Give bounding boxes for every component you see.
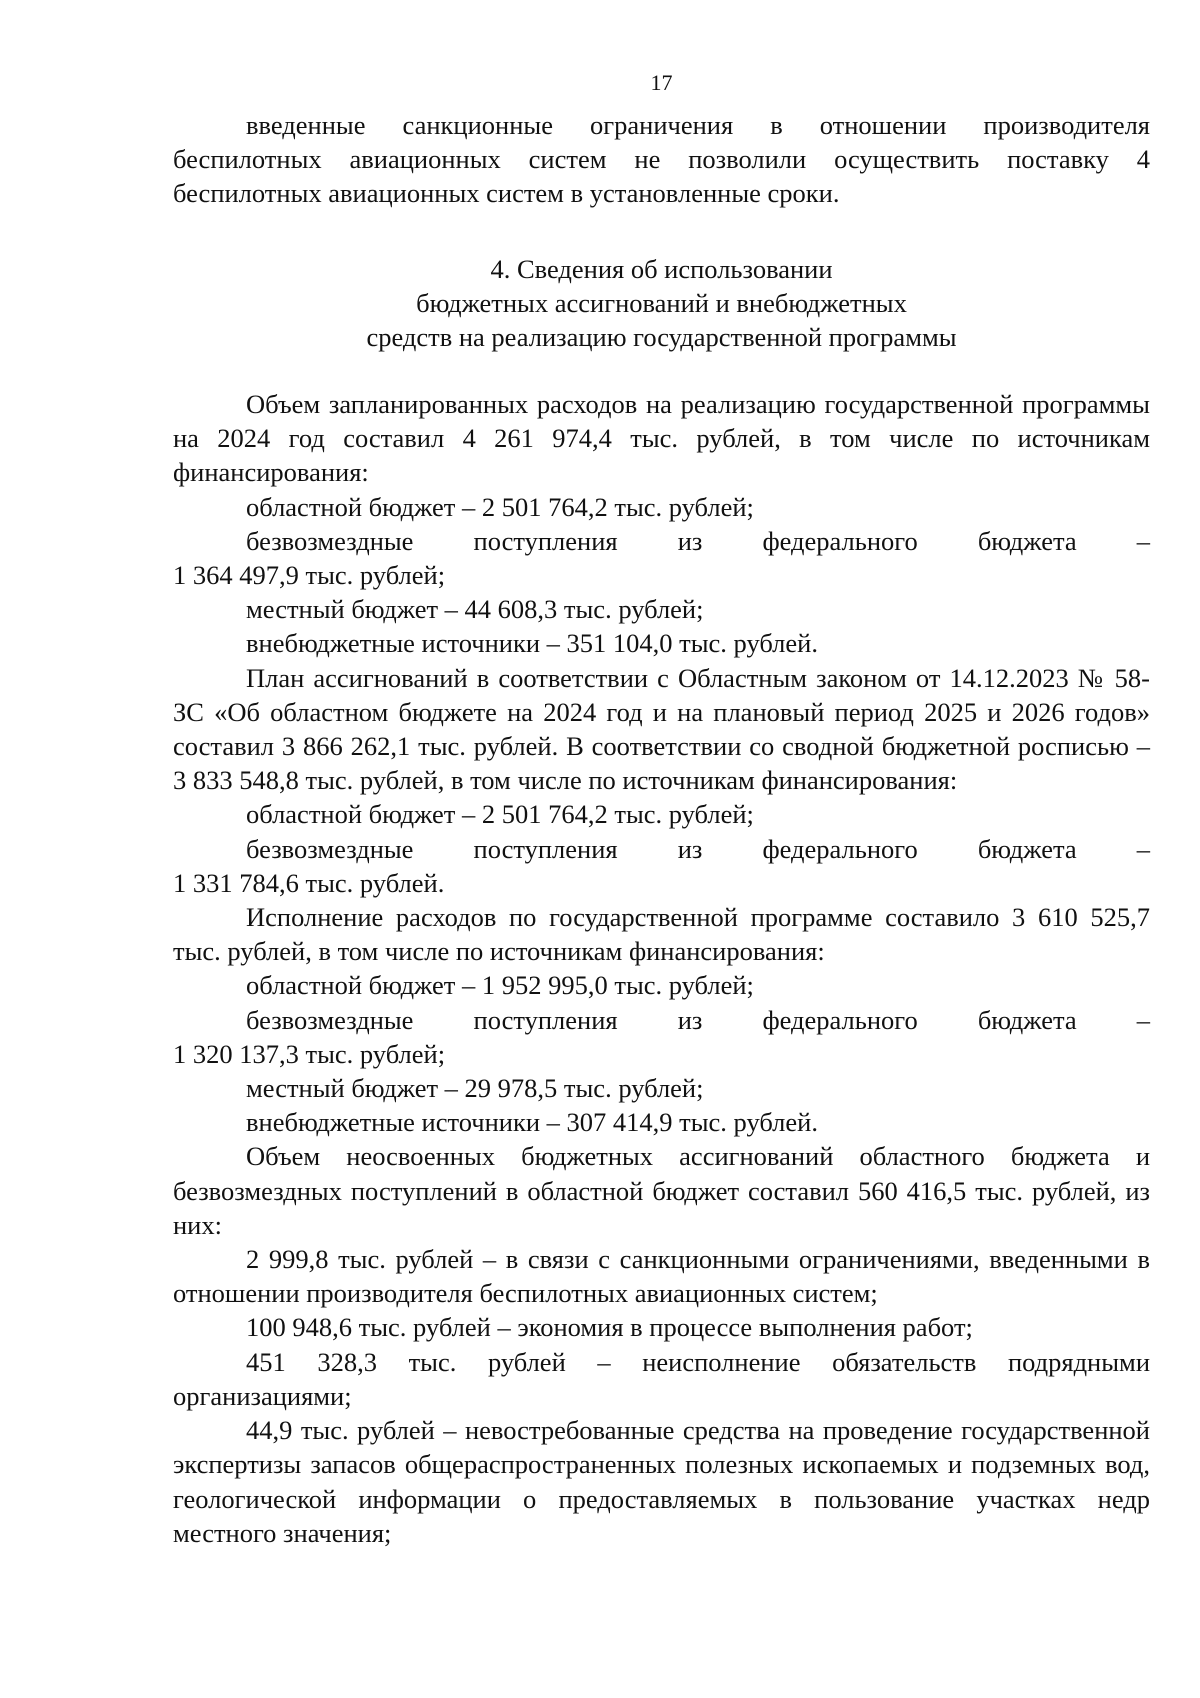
section-heading-line-2: бюджетных ассигнований и внебюджетных bbox=[416, 288, 907, 318]
word: безвозмездные bbox=[246, 833, 414, 864]
word: из bbox=[677, 833, 703, 864]
word: – bbox=[1136, 525, 1150, 556]
paragraph-federal-executed-amount: 1 320 137,3 тыс. рублей; bbox=[173, 1038, 446, 1069]
word: бюджета bbox=[977, 525, 1077, 556]
page-number: 17 bbox=[650, 70, 673, 95]
word: федерального bbox=[762, 833, 918, 864]
paragraph-federal-plan bbox=[173, 832, 1150, 866]
word: – bbox=[1136, 1004, 1150, 1035]
paragraph-assignment-plan: План ассигнований в соответствии с Областным законом от 14.12.2023 № 58-ЗС «Об областном бюджете на 2024 год и на плановый период 2025 и 2026 годов» составил 3 866 262,1 тыс. рублей. В соответствии со сводной бюджетной росписью – 3 833 548,8 тыс. рублей, в том числе по источникам финансирования: bbox=[173, 662, 1150, 796]
paragraph-local-budget-executed: местный бюджет – 29 978,5 тыс. рублей; bbox=[246, 1073, 704, 1104]
paragraph-unspent-sanctions: 2 999,8 тыс. рублей – в связи с санкционными ограничениями, введенными в отношении производителя беспилотных авиационных систем; bbox=[173, 1244, 1150, 1309]
paragraph-regional-budget-planned: областной бюджет – 2 501 764,2 тыс. рублей; bbox=[246, 491, 754, 522]
paragraph-unspent-savings: 100 948,6 тыс. рублей – экономия в процессе выполнения работ; bbox=[246, 1312, 973, 1343]
section-heading-line-3: средств на реализацию государственной программы bbox=[366, 322, 957, 352]
word: бюджета bbox=[977, 1004, 1077, 1035]
paragraph-extrabudget-executed: внебюджетные источники – 307 414,9 тыс. рублей. bbox=[246, 1107, 818, 1138]
word: бюджета bbox=[977, 833, 1077, 864]
paragraph-extrabudget-planned: внебюджетные источники – 351 104,0 тыс. рублей. bbox=[246, 628, 818, 659]
paragraph-planned-expenses: Объем запланированных расходов на реализацию государственной программы на 2024 год составил 4 261 974,4 тыс. рублей, в том числе по источникам финансирования: bbox=[173, 389, 1150, 488]
word: поступления bbox=[473, 525, 618, 556]
word: – bbox=[1136, 833, 1150, 864]
word: из bbox=[677, 525, 703, 556]
paragraph-federal-executed bbox=[173, 1003, 1150, 1037]
paragraph-federal-planned-amount: 1 364 497,9 тыс. рублей; bbox=[173, 560, 446, 591]
word: поступления bbox=[473, 833, 618, 864]
word: федерального bbox=[762, 525, 918, 556]
intro-block bbox=[173, 108, 1150, 211]
intro-paragraph: введенные санкционные ограничения в отношении производителя беспилотных авиационных систем не позволили осуществить поставку 4 беспилотных авиационных систем в установленные сроки. bbox=[173, 110, 1150, 209]
paragraph-unspent-contractors: 451 328,3 тыс. рублей – неисполнение обязательств подрядными организациями; bbox=[173, 1346, 1150, 1411]
paragraph-federal-planned bbox=[173, 524, 1150, 558]
paragraph-regional-budget-plan: областной бюджет – 2 501 764,2 тыс. рублей; bbox=[246, 799, 754, 830]
paragraph-unspent-expertise: 44,9 тыс. рублей – невостребованные средства на проведение государственной экспертизы запасов общераспространенных полезных ископаемых и подземных вод, геологической информации о предоставляемых в пользование участках недр местного значения; bbox=[173, 1415, 1150, 1548]
paragraph-unspent-volume: Объем неосвоенных бюджетных ассигнований областного бюджета и безвозмездных поступлений в областной бюджет составил 560 416,5 тыс. рублей, из них: bbox=[173, 1141, 1150, 1240]
paragraph-execution: Исполнение расходов по государственной программе составило 3 610 525,7 тыс. рублей, в том числе по источникам финансирования: bbox=[173, 902, 1150, 967]
paragraph-regional-budget-executed: областной бюджет – 1 952 995,0 тыс. рублей; bbox=[246, 970, 754, 1001]
word: из bbox=[677, 1004, 703, 1035]
word: поступления bbox=[473, 1004, 618, 1035]
paragraph-federal-plan-amount: 1 331 784,6 тыс. рублей. bbox=[173, 867, 445, 898]
word: безвозмездные bbox=[246, 1004, 414, 1035]
word: федерального bbox=[762, 1004, 918, 1035]
word: безвозмездные bbox=[246, 525, 414, 556]
section-heading bbox=[173, 252, 1150, 354]
main-body bbox=[173, 387, 1150, 1550]
section-heading-line-1: 4. Сведения об использовании bbox=[490, 254, 833, 284]
paragraph-local-budget-planned: местный бюджет – 44 608,3 тыс. рублей; bbox=[246, 594, 704, 625]
